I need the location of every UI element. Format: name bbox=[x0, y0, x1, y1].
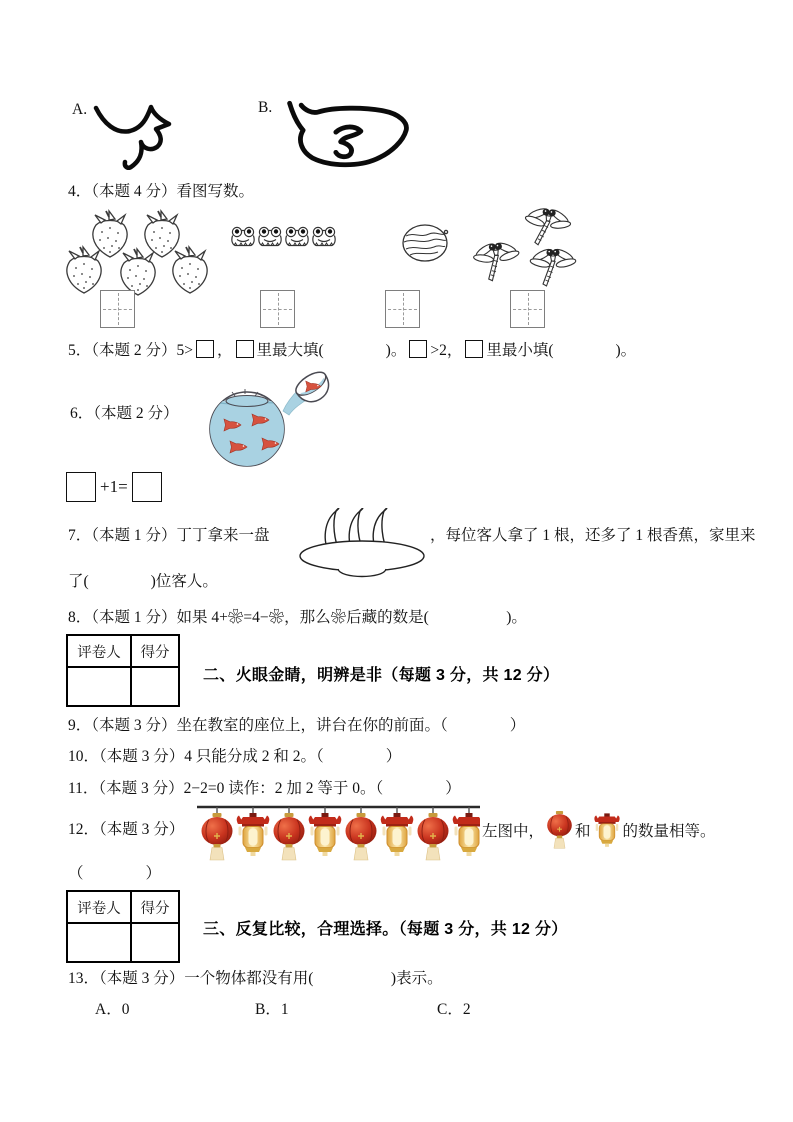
grader-cell-empty bbox=[67, 667, 131, 706]
question-12-tail bbox=[482, 808, 716, 852]
option-b-label: B. bbox=[258, 99, 273, 116]
question-7-line1-b: ，每位客人拿了 1 根，还多了 1 根香蕉，家里来 bbox=[430, 527, 756, 544]
q13-option-b: B．1 bbox=[255, 1001, 289, 1018]
q13-option-c: C．2 bbox=[437, 1001, 471, 1018]
palace-lantern-icon bbox=[309, 813, 342, 856]
q5-seg4: >2， bbox=[430, 342, 463, 359]
dragonflies-picture bbox=[473, 206, 579, 294]
q12-seg3: 和 bbox=[575, 823, 591, 840]
palace-lantern-icon bbox=[381, 813, 414, 856]
q5-blank-box-4 bbox=[465, 340, 483, 358]
frogs-picture bbox=[230, 218, 338, 264]
q5-seg1: 5．（本题 2 分）5> bbox=[68, 342, 193, 359]
palace-lantern-icon bbox=[453, 813, 480, 856]
answer-grid-3 bbox=[385, 290, 420, 328]
question-7-line2: 了( )位客人。 bbox=[68, 573, 218, 590]
answer-grid-2 bbox=[260, 290, 295, 328]
question-4-text: 4．（本题 4 分）看图写数。 bbox=[68, 183, 255, 200]
q12-seg2: 左图中， bbox=[482, 823, 545, 840]
answer-grid-1 bbox=[100, 290, 135, 328]
q6-equation-mid: +1= bbox=[100, 477, 128, 496]
question-5-text bbox=[68, 340, 636, 360]
question-11-text: 11．（本题 3 分）2−2=0 读作：2 加 2 等于 0。（ ） bbox=[68, 780, 461, 797]
round-lantern-icon bbox=[274, 813, 305, 860]
q6-equation-box-2 bbox=[132, 472, 162, 502]
score-cell-empty bbox=[131, 667, 179, 706]
grader-cell-empty bbox=[67, 923, 131, 962]
question-6-label: 6．（本题 2 分） bbox=[70, 405, 179, 422]
q5-seg2: ， bbox=[217, 342, 233, 359]
question-6-equation bbox=[66, 472, 162, 502]
scribble-shape-a bbox=[90, 98, 205, 170]
answer-grid-4 bbox=[510, 290, 545, 328]
q5-seg3: 里最大填( )。 bbox=[256, 342, 407, 359]
scribble-shape-b bbox=[280, 96, 410, 176]
grader-score-table-2 bbox=[66, 890, 180, 963]
question-13-text: 13．（本题 3 分）一个物体都没有用( )表示。 bbox=[68, 970, 443, 987]
question-8-text: 8．（本题 1 分）如果 4+❀=4−❀，那么❀后藏的数是( )。 bbox=[68, 609, 527, 626]
q6-equation-box-1 bbox=[66, 472, 96, 502]
score-cell-empty bbox=[131, 923, 179, 962]
q13-option-a: A．0 bbox=[95, 1001, 130, 1018]
palace-lantern-icon bbox=[593, 812, 621, 849]
palace-lantern-icon bbox=[237, 813, 270, 856]
q5-blank-box-3 bbox=[409, 340, 427, 358]
score-header: 得分 bbox=[131, 891, 179, 923]
question-7-line1-a: 7．（本题 1 分）丁丁拿来一盘 bbox=[68, 527, 270, 544]
fishbowl-picture bbox=[187, 368, 355, 470]
option-a-label: A. bbox=[72, 101, 88, 118]
round-lantern-icon bbox=[202, 813, 233, 860]
question-12-blank: （ ） bbox=[68, 865, 162, 882]
round-lantern-icon bbox=[418, 813, 449, 860]
grader-score-table-1 bbox=[66, 634, 180, 707]
round-lantern-icon bbox=[546, 810, 573, 850]
score-header: 得分 bbox=[131, 635, 179, 667]
question-12-prefix: 12．（本题 3 分） bbox=[68, 821, 185, 838]
question-10-text: 10．（本题 3 分）4 只能分成 2 和 2。（ ） bbox=[68, 748, 402, 765]
banana-plate-picture bbox=[296, 508, 428, 584]
question-9-text: 9．（本题 3 分）坐在教室的座位上，讲台在你的前面。（ ） bbox=[68, 717, 526, 734]
lantern-row-picture bbox=[197, 804, 480, 862]
q5-blank-box-1 bbox=[196, 340, 214, 358]
walnut-picture bbox=[400, 220, 456, 266]
strawberries-picture bbox=[62, 208, 222, 298]
q12-seg4: 的数量相等。 bbox=[622, 823, 716, 840]
grader-header: 评卷人 bbox=[67, 635, 131, 667]
section-2-title: 二、火眼金睛，明辨是非（每题 3 分，共 12 分） bbox=[203, 667, 560, 684]
grader-header: 评卷人 bbox=[67, 891, 131, 923]
q5-seg5: 里最小填( )。 bbox=[486, 342, 637, 359]
q5-blank-box-2 bbox=[236, 340, 254, 358]
round-lantern-icon bbox=[346, 813, 377, 860]
section-3-title: 三、反复比较，合理选择。（每题 3 分，共 12 分） bbox=[203, 921, 568, 938]
